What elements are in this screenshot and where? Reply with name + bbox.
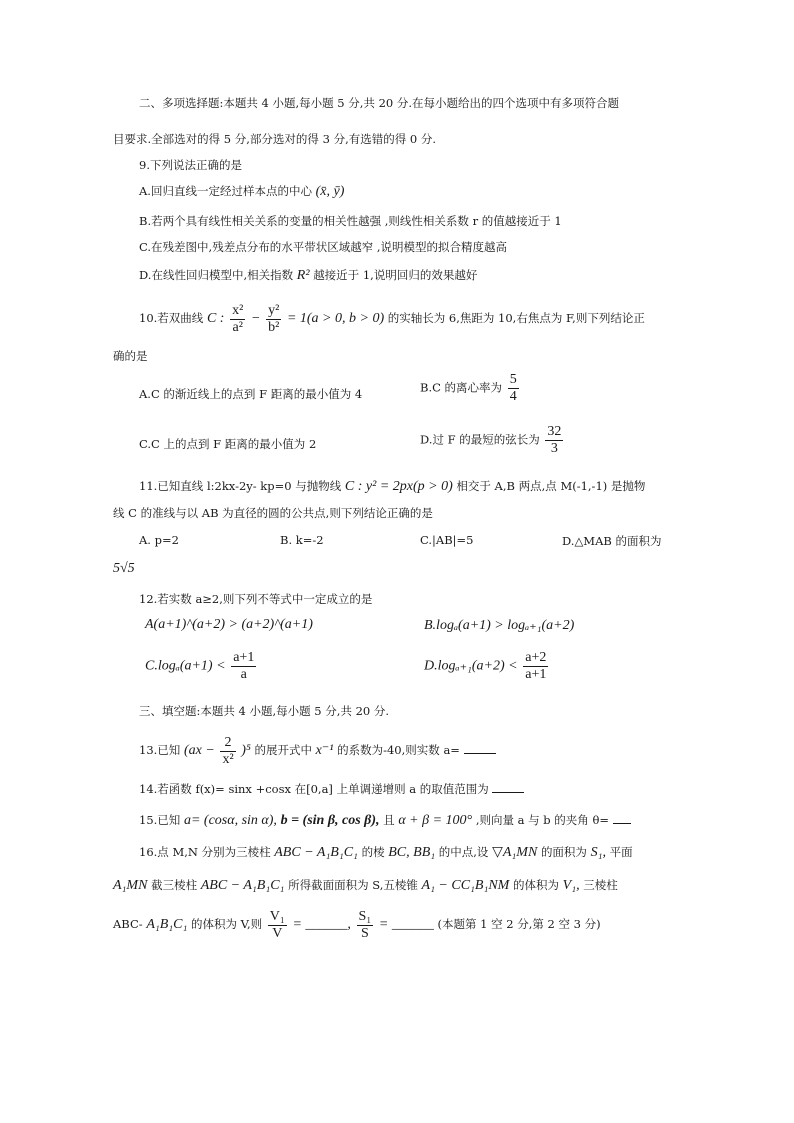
q10-option-d-num: 32 [547, 424, 562, 439]
q13-open: (ax − [183, 743, 215, 758]
q10-frac-y [266, 303, 281, 336]
q10-option-b-text: B.C 的离心率为 [420, 380, 503, 395]
q16-l2-mid: 截三棱柱 [151, 878, 198, 892]
q10-post: 的实轴长为 6,焦距为 10,右焦点为 F,则下列结论正 [387, 311, 645, 325]
q16-l1-mid2: 的中点,设 [438, 845, 489, 859]
q12-option-a [145, 617, 313, 633]
q13-close: )⁵ [241, 743, 251, 758]
q9-option-d-math: R² [296, 268, 310, 283]
q13-frac-num: 2 [220, 735, 235, 752]
q9-option-a [139, 183, 344, 200]
q16-frac-s-den: S [360, 925, 369, 941]
q16-line1 [139, 844, 633, 861]
q9-option-d [139, 267, 477, 284]
q10-option-d-den: 3 [550, 441, 558, 456]
q9-option-b: B.若两个具有线性相关关系的变量的相关性越强 ,则线性相关系数 r 的值越接近于 1 [139, 214, 562, 228]
q15-answer-blank[interactable] [613, 811, 631, 824]
q12-option-c-den: a [240, 667, 247, 682]
q16-l2-m4: V₁, [562, 878, 580, 893]
q10-frac-x-den: a² [232, 319, 243, 335]
q10-option-d [420, 424, 565, 457]
q16-l2-mid3: 的体积为 [513, 878, 559, 892]
q10-cond: = 1(a > 0, b > 0) [286, 311, 385, 326]
q14-line [139, 780, 524, 797]
q10-line1 [139, 300, 645, 337]
q16-l1-m4: S₁, [590, 845, 606, 860]
q10-option-b [420, 372, 521, 405]
q11-option-c: C.|AB|=5 [420, 533, 474, 547]
q12-option-b [424, 617, 574, 634]
q10-line2: 确的是 [113, 349, 148, 363]
q16-line2 [113, 877, 618, 894]
q16-l2-m1: A₁MN [113, 878, 148, 893]
q10-option-d-frac [545, 424, 563, 457]
q16-frac-v-num: V₁ [269, 908, 285, 924]
q16-l1-mid: 的棱 [361, 845, 385, 859]
q10-frac-x [230, 303, 245, 336]
section3-header: 三、填空题:本题共 4 小题,每小题 5 分,共 20 分. [139, 704, 390, 718]
q16-frac-s [357, 909, 374, 942]
q15-line [139, 811, 631, 829]
q13-frac-den: x² [222, 751, 234, 767]
q11-math: C : y² = 2px(p > 0) [344, 479, 453, 494]
q16-l2-m2: ABC − A₁B₁C₁ [200, 878, 285, 893]
q12-option-d-den: a+1 [525, 667, 547, 682]
q16-l3-m1: A₁B₁C₁ [146, 917, 188, 932]
q10-minus: − [250, 311, 261, 326]
q14-answer-blank[interactable] [492, 780, 524, 793]
q12-stem: 12.若实数 a≥2,则下列不等式中一定成立的是 [139, 592, 373, 606]
q16-frac-v [268, 909, 287, 942]
q16-l1-pre: 16.点 M,N 分别为三棱柱 [139, 845, 271, 859]
q13-frac [220, 735, 235, 768]
q10-frac-y-den: b² [268, 319, 280, 335]
q11-option-b: B. k=-2 [280, 533, 324, 547]
q12-option-d-frac [523, 650, 548, 683]
q15-mid: 且 [383, 813, 395, 827]
q10-option-b-frac [508, 372, 519, 405]
q12-option-b-math: B.logₐ(a+1) > logₐ₊₁(a+2) [424, 618, 575, 633]
q13-answer-blank[interactable] [464, 741, 496, 754]
q11-option-d-val: 5√5 [113, 561, 135, 576]
q10-math-c: C : [206, 311, 225, 326]
q13-line [139, 732, 496, 769]
q16-eq2[interactable]: = ______ [378, 917, 434, 932]
q13-pre: 13.已知 [139, 743, 181, 757]
q16-l1-mid3: 的面积为 [540, 845, 587, 859]
q10-frac-y-num: y² [268, 302, 280, 318]
q16-l2-mid2: 所得截面面积为 S,五棱锥 [288, 878, 418, 892]
q11-option-d-value [113, 560, 135, 577]
section2-header-line2: 目要求.全部选对的得 5 分,部分选对的得 3 分,有选错的得 0 分. [113, 132, 437, 146]
q16-l3-mid: 的体积为 V,则 [191, 917, 263, 931]
q15-cond: α + β = 100° [398, 813, 473, 828]
q12-option-d [424, 650, 550, 683]
q11-post: 相交于 A,B 两点,点 M(-1,-1) 是抛物 [456, 479, 646, 493]
q16-l1-m2: BC, BB₁ [388, 845, 436, 860]
q9-stem: 9.下列说法正确的是 [139, 158, 242, 172]
q10-option-b-den: 4 [509, 389, 517, 404]
q13-post: 的系数为-40,则实数 a= [337, 743, 460, 757]
q9-option-c: C.在残差图中,残差点分布的水平带状区域越窄 ,说明模型的拟合精度越高 [139, 240, 508, 254]
q10-option-d-text: D.过 F 的最短的弦长为 [420, 432, 540, 447]
q13-xpow: x⁻¹ [315, 743, 334, 758]
q10-option-b-num: 5 [509, 372, 517, 387]
q10-option-c: C.C 上的点到 F 距离的最小值为 2 [139, 437, 317, 451]
q15-a-eq: a= (cosα, sin α), [183, 813, 277, 828]
q16-l2-m3: A₁ − CC₁B₁NM [421, 878, 510, 893]
q9-option-d-pre: D.在线性回归模型中,相关指数 [139, 268, 294, 282]
q10-option-a: A.C 的渐近线上的点到 F 距离的最小值为 4 [139, 387, 363, 401]
q16-l3-pre: ABC- [113, 917, 143, 931]
q16-l1-m3: ▽A₁MN [492, 845, 538, 860]
q15-post: ,则向量 a 与 b 的夹角 θ= [475, 813, 610, 827]
q9-option-a-math: (x̄, ȳ) [315, 184, 345, 199]
q13-mid: 的展开式中 [254, 743, 312, 757]
q12-option-d-num: a+2 [525, 650, 547, 665]
q14-text: 14.若函数 f(x)= sinx +cosx 在[0,a] 上单调递增则 a 的取值范围为 [139, 782, 489, 796]
q11-pre: 11.已知直线 l:2kx-2y- kp=0 与抛物线 [139, 479, 342, 493]
q12-option-a-math: A(a+1)^(a+2) > (a+2)^(a+1) [145, 617, 313, 632]
q10-pre: 10.若双曲线 [139, 311, 204, 325]
q16-line3 [113, 906, 601, 943]
q11-option-a: A. p=2 [139, 533, 179, 547]
q16-eq1[interactable]: = ______, [292, 917, 351, 932]
q15-b-eq: b = (sin β, cos β), [280, 813, 380, 828]
q10-frac-x-num: x² [232, 302, 244, 318]
q12-option-c-pre: C.logₐ(a+1) < [145, 658, 226, 674]
q15-pre: 15.已知 [139, 813, 181, 827]
section2-header-line1: 二、多项选择题:本题共 4 小题,每小题 5 分,共 20 分.在每小题给出的四个选项中有多项符合题 [139, 96, 620, 110]
q16-l1-post: 平面 [609, 845, 633, 859]
q16-l3-post: (本题第 1 空 2 分,第 2 空 3 分) [437, 917, 601, 931]
q11-line2: 线 C 的准线与以 AB 为直径的圆的公共点,则下列结论正确的是 [113, 506, 433, 520]
q16-frac-s-num: S₁ [358, 908, 372, 924]
q12-option-c [145, 650, 258, 683]
q11-option-d: D.△MAB 的面积为 [562, 534, 662, 548]
q11-line1 [139, 478, 645, 495]
q9-option-a-text: A.回归直线一定经过样本点的中心 [139, 184, 312, 198]
q9-option-d-post: 越接近于 1,说明回归的效果越好 [313, 268, 478, 282]
q12-option-c-num: a+1 [233, 650, 255, 665]
q16-l2-post: 三棱柱 [583, 878, 618, 892]
q12-option-c-frac [231, 650, 256, 683]
q12-option-d-pre: D.logₐ₊₁(a+2) < [424, 658, 518, 674]
q16-l1-m1: ABC − A₁B₁C₁ [274, 845, 358, 860]
q16-frac-v-den: V [272, 925, 283, 941]
